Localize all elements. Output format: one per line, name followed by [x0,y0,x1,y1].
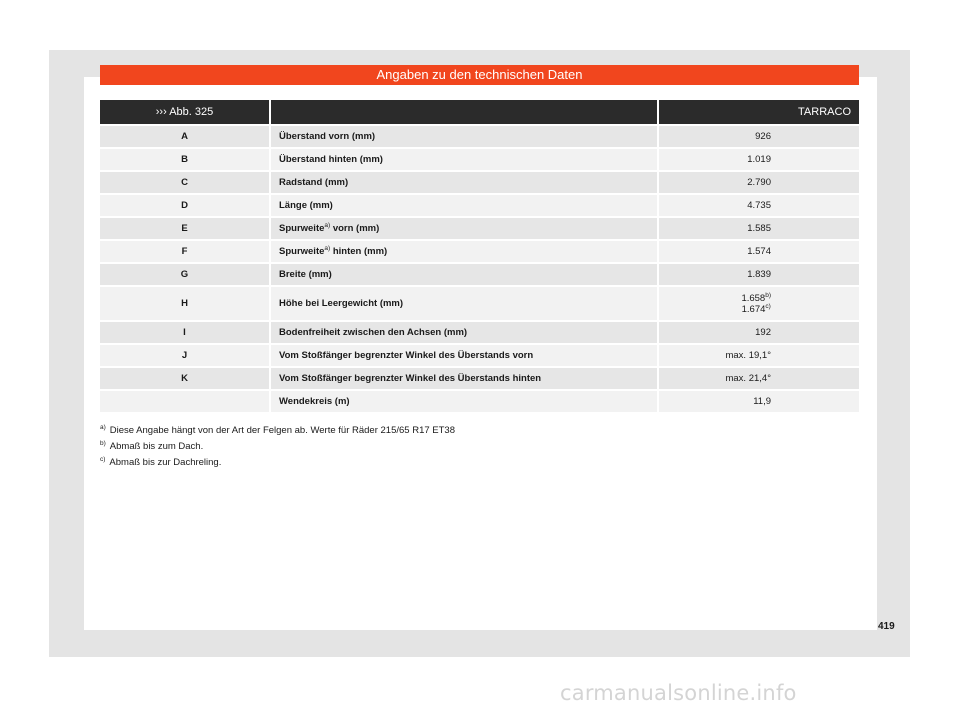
table-row [100,240,859,263]
dimension-value-text: 926 [755,131,771,142]
dimension-value-line [747,200,771,211]
description-header [270,100,658,125]
dimension-label [270,344,658,367]
dimension-value [658,240,859,263]
dimension-label [270,263,658,286]
dimension-value-line [747,154,771,165]
table-row [100,286,859,321]
dimension-letter [100,148,270,171]
dimension-value-group [747,177,771,188]
dimension-letter [100,240,270,263]
table-header-row [100,100,859,125]
table-row [100,321,859,344]
section-banner: Angaben zu den technischen Daten [100,65,859,85]
dimension-value-group [747,154,771,165]
dimensions-table [100,100,859,414]
footnote-marker: c) [100,455,106,463]
dimension-letter [100,367,270,390]
dimension-letter-text: G [180,269,189,280]
dimension-value-group [725,350,771,361]
dimension-value-group [725,373,771,384]
table-row [100,263,859,286]
dimension-label [270,321,658,344]
dimension-label [270,171,658,194]
dimension-value [658,194,859,217]
dimension-label [270,367,658,390]
dimension-value-text: 192 [755,327,771,338]
dimension-letter [100,217,270,240]
footnote [100,455,800,471]
dimension-label [270,240,658,263]
dimension-value-line [747,269,771,280]
dimension-label-text: Überstand vorn (mm) [279,131,376,142]
dimension-label [270,194,658,217]
table-row [100,367,859,390]
dimension-value-line [755,131,771,142]
footnote-marker: a) [100,423,106,431]
footnote-reference[interactable]: a) [324,244,331,252]
dimension-letter-text: F [181,246,188,257]
footnote-text: Abmaß bis zur Dachreling. [109,457,222,468]
dimension-value [658,367,859,390]
dimension-label-text: Spurweite [279,246,325,257]
dimension-letter [100,125,270,148]
table-row [100,194,859,217]
dimension-letter [100,321,270,344]
dimension-value [658,125,859,148]
dimension-value-line [741,304,771,315]
dimension-value [658,344,859,367]
dimension-value-group [747,269,771,280]
dimension-value-group [747,246,771,257]
dimension-label [270,125,658,148]
dimension-letter-text: K [181,373,188,384]
dimension-value-text: 1.019 [747,154,771,165]
footnote [100,423,800,439]
dimension-letter-text: E [181,223,188,234]
dimension-letter-text: C [181,177,188,188]
dimension-label-text: Vom Stoßfänger begrenzter Winkel des Überstands vorn [279,350,534,361]
dimension-value-text: 1.574 [747,246,771,257]
dimension-value-text: 2.790 [747,177,771,188]
dimension-value-line [725,350,771,361]
footnote-text: Diese Angabe hängt von der Art der Felgen ab. Werte für Räder 215/65 R17 ET38 [109,425,455,436]
footnotes [100,423,800,471]
footnote-marker: b) [100,439,106,447]
dimension-label-suffix: hinten (mm) [330,246,388,257]
dimension-value [658,217,859,240]
dimension-label-text: Wendekreis (m) [279,396,350,407]
footnote-reference[interactable]: c) [765,302,771,310]
dimension-label [270,217,658,240]
dimension-letter-text: I [183,327,186,338]
dimension-label-text: Bodenfreiheit zwischen den Achsen (mm) [279,327,468,338]
dimension-value-line [753,396,771,407]
dimension-letter [100,263,270,286]
table-row [100,125,859,148]
dimension-value-text: 11,9 [753,396,771,407]
dimension-value [658,263,859,286]
dimension-value-group [747,223,771,234]
dimension-letter-text: A [181,131,188,142]
dimension-letter [100,390,270,413]
dimension-letter [100,194,270,217]
dimension-value [658,390,859,413]
table-row [100,390,859,413]
dimension-value-text: max. 21,4° [725,373,771,384]
dimension-label-suffix: vorn (mm) [330,223,380,234]
dimension-label [270,148,658,171]
dimension-label-text: Breite (mm) [279,269,332,280]
watermark: carmanualsonline.info [560,681,797,705]
dimension-value-group [755,327,771,338]
dimension-letter [100,344,270,367]
page-number: 419 [878,621,895,632]
dimension-value [658,286,859,321]
dimension-letter-text: D [181,200,188,211]
dimension-value-text: 1.585 [747,223,771,234]
dimension-value-group [755,131,771,142]
dimension-letter [100,286,270,321]
dimension-value-group [747,200,771,211]
dimension-letter-text: J [181,350,188,361]
dimension-value-text: 1.674 [741,303,766,315]
dimension-label-text: Spurweite [279,223,325,234]
footnote [100,439,800,455]
dimension-value-text: 1.839 [747,269,771,280]
table-row [100,148,859,171]
dimension-value-group [753,396,771,407]
dimension-letter-text: H [181,298,188,309]
dimension-value-text: 1.658 [741,292,766,304]
dimension-value-group [741,293,771,315]
footnote-reference[interactable]: b) [765,291,771,299]
dimension-label [270,286,658,321]
dimension-value-line [725,373,771,384]
dimension-value-line [747,223,771,234]
dimension-value-line [747,177,771,188]
model-header: TARRACO [658,100,859,125]
dimension-label-text: Vom Stoßfänger begrenzter Winkel des Überstands hinten [279,373,542,384]
dimension-value-line [747,246,771,257]
dimension-value [658,321,859,344]
table-row [100,171,859,194]
dimension-value-text: max. 19,1° [725,350,771,361]
dimension-letter-text: B [181,154,188,165]
dimension-label-text: Radstand (mm) [279,177,349,188]
dimension-value [658,171,859,194]
dimension-value-text: 4.735 [747,200,771,211]
dimension-label [270,390,658,413]
footnote-text: Abmaß bis zum Dach. [109,441,204,452]
table-row [100,344,859,367]
dimension-value [658,148,859,171]
footnote-reference[interactable]: a) [324,221,331,229]
dimension-value-line [755,327,771,338]
figure-reference-header[interactable]: ››› Abb. 325 [100,100,270,125]
dimension-label-text: Höhe bei Leergewicht (mm) [279,298,404,309]
dimension-label-text: Überstand hinten (mm) [279,154,383,165]
table-row [100,217,859,240]
dimension-label-text: Länge (mm) [279,200,333,211]
dimension-letter [100,171,270,194]
